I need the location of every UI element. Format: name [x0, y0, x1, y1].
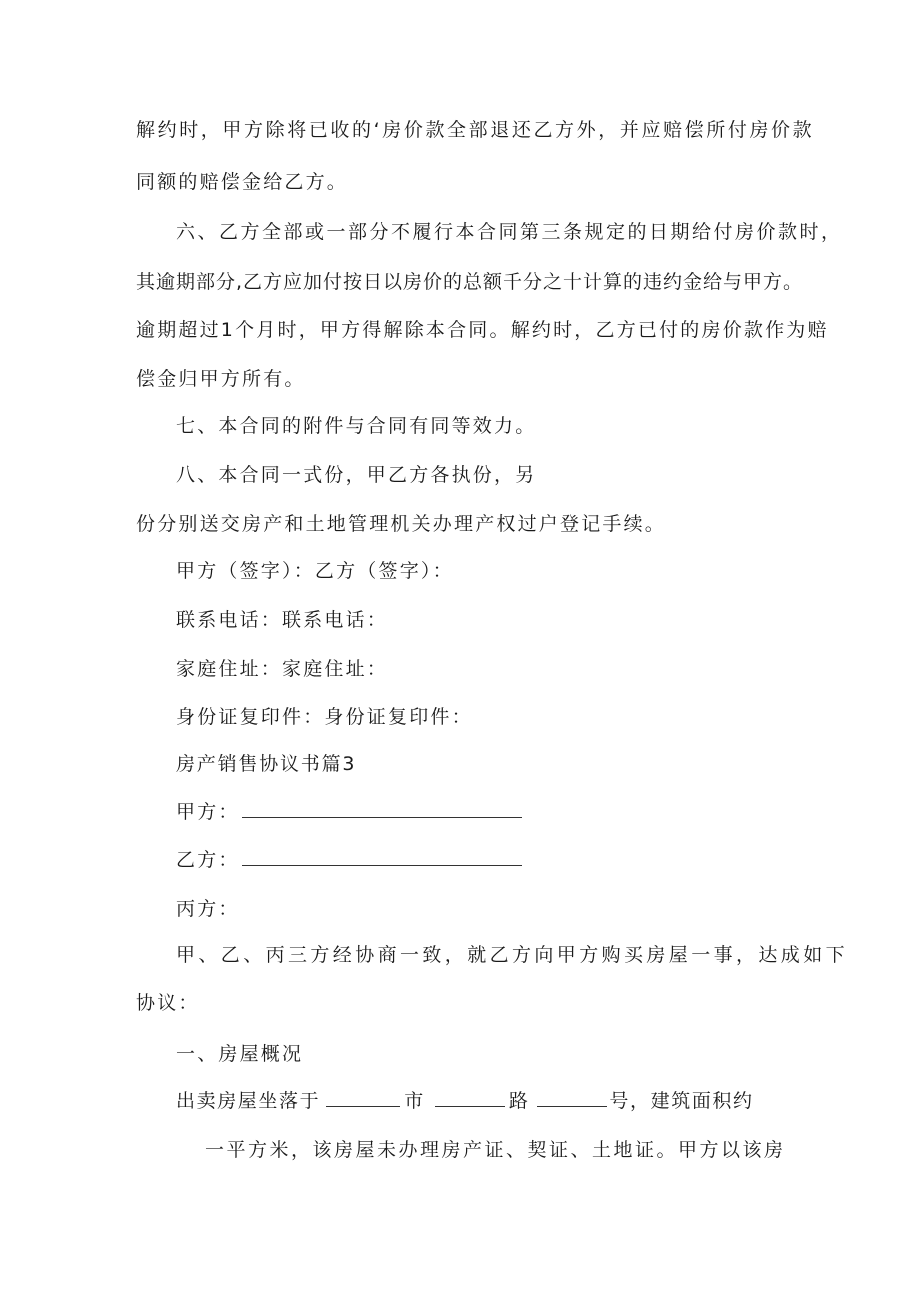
- subsection-title: 一、房屋概况: [176, 1043, 304, 1065]
- body-text-line: 逾期超过1个月时，甲方得解除本合同。解约时，乙方已付的房价款作为赔: [136, 319, 829, 341]
- body-text-line: 偿金归甲方所有。: [136, 368, 306, 390]
- party-a-label: 甲方：: [176, 801, 240, 823]
- id-copy-line: 身份证复印件：身份证复印件：: [176, 706, 473, 728]
- section-title: 房产销售协议书篇3: [176, 753, 357, 775]
- body-text-line: 八、本合同一式份，甲乙方各执份，另: [176, 464, 537, 486]
- body-text-line: 一平方米，该房屋未办理房产证、契证、土地证。甲方以该房: [205, 1139, 786, 1161]
- location-line: [176, 1088, 754, 1114]
- body-text-line: 同额的赔偿金给乙方。: [136, 171, 349, 193]
- party-b-blank: [242, 847, 522, 866]
- body-text-line: 七、本合同的附件与合同有同等效力。: [176, 415, 537, 437]
- party-b-label: 乙方：: [176, 849, 240, 871]
- body-text-line: 解约时，甲方除将已收的‘房价款全部退还乙方外，并应赔偿所付房价款: [136, 119, 815, 141]
- road-blank: [435, 1088, 505, 1107]
- body-text-line: 份分别送交房产和土地管理机关办理产权过户登记手续。: [136, 513, 667, 535]
- body-text-line: 甲、乙、丙三方经协商一致，就乙方向甲方购买房屋一事，达成如下: [176, 944, 849, 966]
- phone-line: 联系电话：联系电话：: [176, 609, 389, 631]
- party-a-line: [176, 799, 522, 825]
- party-a-blank: [242, 799, 522, 818]
- signature-line: 甲方（签字）：乙方（签字）：: [176, 560, 454, 582]
- road-label: 路: [508, 1090, 530, 1112]
- party-b-line: [176, 847, 522, 873]
- body-text-line: 其逾期部分,乙方应加付按日以房价的总额千分之十计算的违约金给与甲方。: [136, 271, 804, 293]
- party-c-line: 丙方：: [176, 898, 240, 920]
- address-line: 家庭住址：家庭住址：: [176, 658, 389, 680]
- city-label: 市: [404, 1090, 425, 1112]
- number-label: 号，建筑面积约: [609, 1090, 754, 1112]
- city-blank: [326, 1088, 400, 1107]
- number-blank: [537, 1088, 607, 1107]
- location-text: 出卖房屋坐落于: [176, 1090, 321, 1112]
- body-text-line: 协议：: [136, 992, 200, 1014]
- body-text-line: 六、乙方全部或一部分不履行本合同第三条规定的日期给付房价款时，: [176, 221, 843, 243]
